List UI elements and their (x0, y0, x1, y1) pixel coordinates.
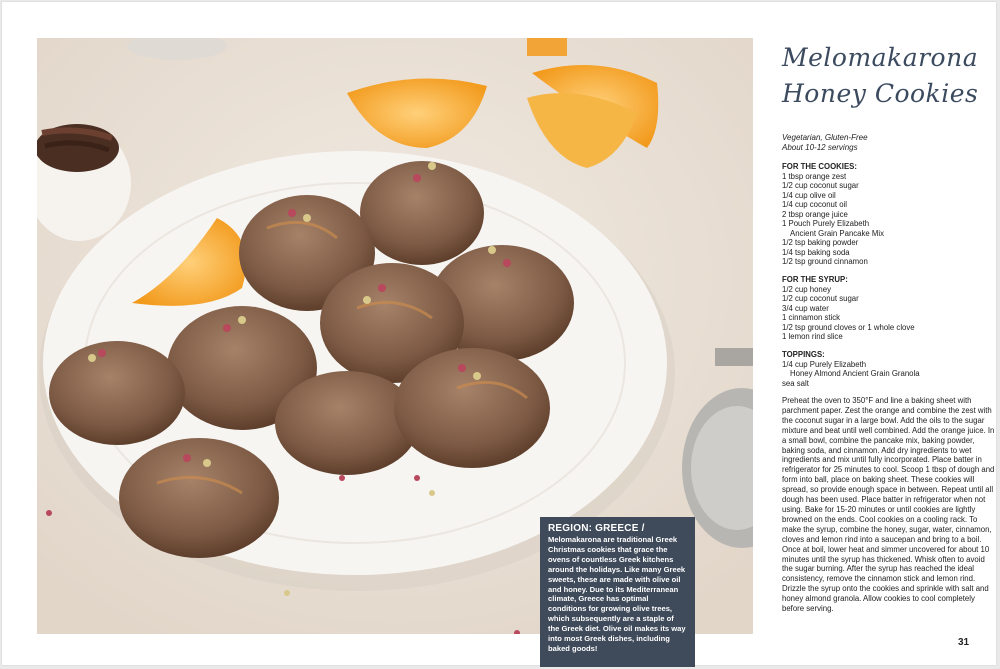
ingredient-item: 1/2 tsp ground cinnamon (782, 257, 868, 266)
region-body: Melomakarona are traditional Greek Christmas cookies that grace the ovens of countless Greek kitchens around the holidays. Like many Greek sweets, these are made with olive oil and honey. Due to its Mediterranean climate, Greece has optimal conditions for growing olive trees, which subsequently are a staple of the Greek diet. Olive oil makes its way into most Greek dishes, including baked goods! (548, 535, 686, 653)
recipe-title-line1: Melomakarona (782, 43, 979, 72)
diet-info: Vegetarian, Gluten-Free (782, 133, 868, 142)
region-sidebar (540, 517, 695, 667)
ingredient-item: 3/4 cup water (782, 303, 829, 313)
cookies-ingredients (782, 162, 994, 267)
page-number: 31 (958, 637, 970, 648)
ingredient-item: 1 lemon rind slice (782, 332, 843, 341)
ingredient-item: 1 cinnamon stick (782, 313, 841, 322)
ingredient-item: 1/2 tsp baking powder (782, 238, 859, 247)
servings-info: About 10-12 servings (782, 143, 858, 152)
magazine-spread (2, 2, 996, 665)
region-title: REGION: GREECE / (548, 523, 645, 534)
ingredient-item: 2 tbsp orange juice (782, 209, 848, 219)
ingredient-item: 1/2 tsp ground cloves or 1 whole clove (782, 322, 915, 332)
recipe-meta (782, 133, 868, 153)
recipe-title (782, 40, 982, 112)
ingredient-item: 1/2 cup honey (782, 284, 831, 294)
ingredient-item: Ancient Grain Pancake Mix (790, 228, 885, 238)
ingredient-item: 1 tbsp orange zest (782, 171, 847, 181)
ingredient-item: 1/4 cup olive oil (782, 190, 836, 200)
cookies-heading: FOR THE COOKIES: (782, 162, 857, 171)
toppings-ingredients (782, 350, 994, 388)
ingredient-item: 1/2 cup coconut sugar (782, 181, 859, 190)
ingredient-item: 1/4 cup coconut oil (782, 200, 848, 209)
recipe-instructions: Preheat the oven to 350°F and line a baking sheet with parchment paper. Zest the orange and combine the zest with the coconut sugar in a large bowl. Add the oils to the sugar mixture and beat until well combined. Add the orange juice. In a small bowl, combine the pancake mix, baking powder, baking soda, and cinnamon. Add dry ingredients to wet ingredients and mix until fully incorporated. Place batter in refrigerator for 25 minutes to cool. Scoop 1 tbsp of dough and form into ball, place on baking sheet. These cookies will spread, so provide enough space in between. Repeat until all dough has been used. Place batter in refrigerator when not using. Bake for 15-20 minutes or until cookies are lightly browned on the ends. Cool cookies on a cooling rack. To make the syrup, combine the honey, sugar, water, cinnamon, cloves and lemon rind into a saucepan and bring to a boil. Once at boil, lower heat and simmer uncovered for about 10 minutes until the syrup has thickened. Whisk often to avoid the sugar burning. After the syrup has reached the ideal consistency, remove the cinnamon stick and lemon rind. Drizzle the syrup onto the cookies and sprinkle with salt and honey almond granola. Allow cookies to cool completely before serving. (782, 396, 995, 614)
syrup-ingredients (782, 275, 994, 342)
ingredient-item: 1/4 cup Purely Elizabeth (782, 359, 867, 369)
toppings-heading: TOPPINGS: (782, 350, 825, 359)
ingredient-item: sea salt (782, 378, 809, 388)
ingredient-item: 1/4 tsp baking soda (782, 247, 850, 257)
recipe-title-line2: Honey Cookies (782, 79, 979, 108)
ingredient-item: 1/2 cup coconut sugar (782, 294, 859, 303)
syrup-heading: FOR THE SYRUP: (782, 275, 848, 284)
ingredient-item: 1 Pouch Purely Elizabeth (782, 219, 870, 228)
ingredient-item: Honey Almond Ancient Grain Granola (790, 369, 920, 378)
